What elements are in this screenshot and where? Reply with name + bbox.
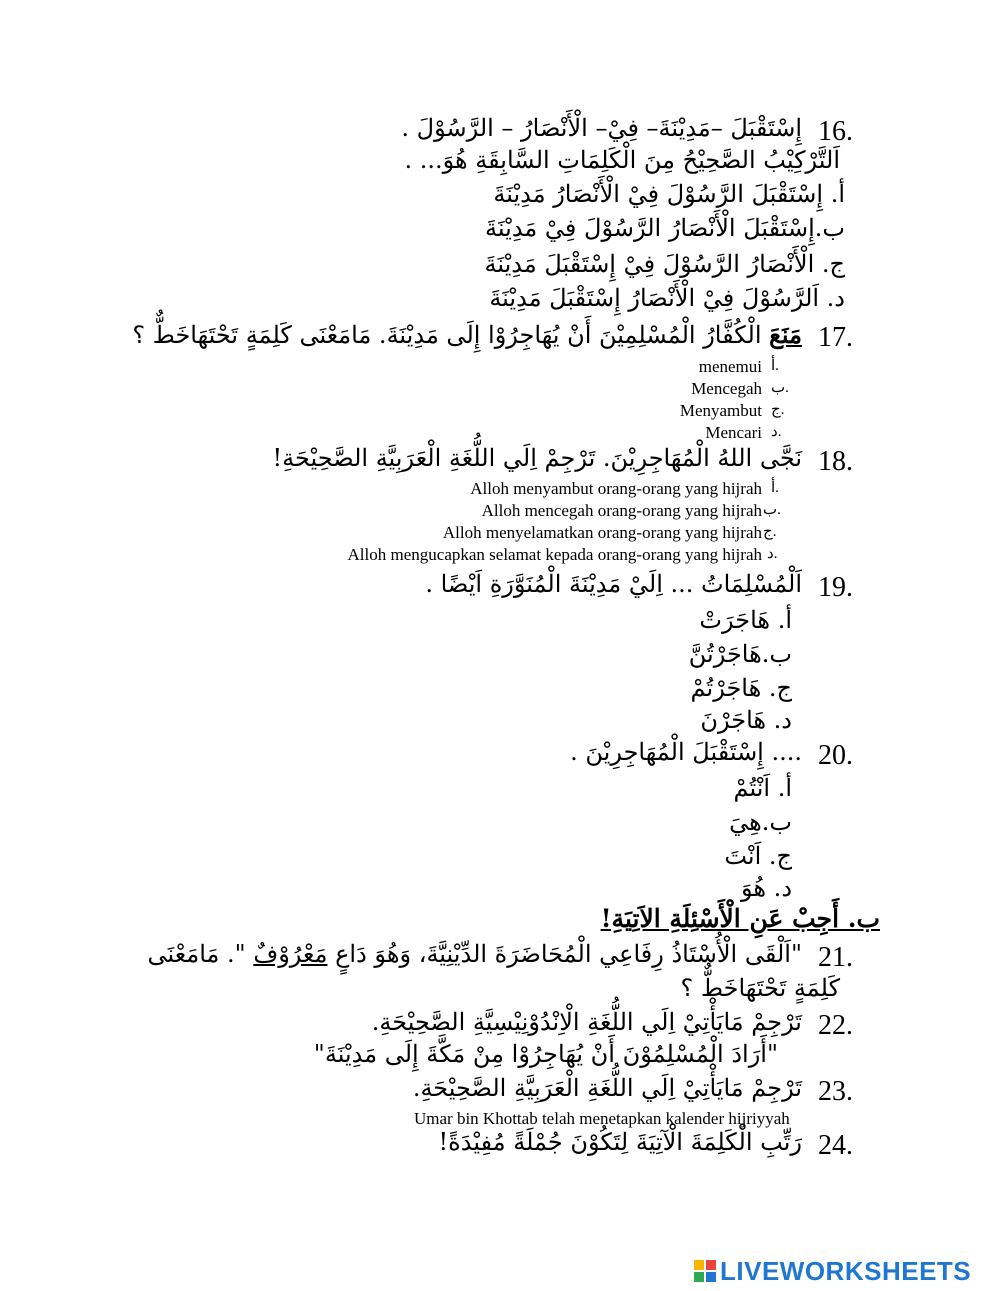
question-number: 17. [818,322,853,353]
option-d: د. اَلرَّسُوْلَ فِيْ الْأَنْصَارُ إِسْتَقْبَلَ مَدِيْنَةَ [489,284,845,312]
logo-wordmark: LIVEWORKSHEETS [720,1255,972,1286]
question-number: 21. [818,942,853,973]
option-d-text: Alloh mengucapkan selamat kepada orang-orang yang hijrah [347,545,762,564]
option-d-text: Mencari [705,423,762,442]
underlined-word: مَنَعَ [769,320,802,349]
option-c-letter: ج. [763,524,777,540]
question-number: 19. [818,572,853,603]
option-d: د. هُوَ [741,874,792,902]
question-number: 20. [818,740,853,771]
question-stem [132,320,802,349]
option-a-letter: أ. [771,358,779,374]
question-sentence: "أَرَادَ الْمُسْلِمُوْنَ أَنْ يُهَاجِرُوْا مِنْ مَكَّةَ إِلَى مَدِيْنَةَ" [313,1040,778,1068]
question-number: 22. [818,1010,853,1041]
option-a: أ. إِسْتَقْبَلَ الرَّسُوْلَ فِيْ الْأَنْصَارُ مَدِيْنَةَ [493,180,845,208]
question-number: 23. [818,1076,853,1107]
option-b: ب.إِسْتَقْبَلَ الْأَنْصَارُ الرَّسُوْلَ فِيْ مَدِيْنَةَ [485,214,845,242]
option-a-text: menemui [698,357,762,376]
logo-square [706,1272,716,1282]
option-c: ج. اَنْتَ [724,842,792,870]
option-a-text: Alloh menyambut orang-orang yang hijrah [470,479,762,498]
question-stem: نَجَّى اللهُ الْمُهَاجِرِيْنَ. تَرْجِمْ اِلَي اللُّغَةِ الْعَرَبِيَّةِ الصَّحِيْحَةِ! [272,444,802,472]
option-a: أ. هَاجَرَتْ [699,606,792,634]
option-c-letter: ج. [771,402,785,418]
question-stem: اَلْمُسْلِمَاتُ ... اِلَيْ مَدِيْنَةَ الْمُنَوَّرَةِ اَيْضًا . [425,570,802,598]
option-d-letter: د. [767,546,778,562]
question-stem-part: ". مَامَعْنَى [147,940,254,968]
liveworksheets-logo[interactable] [694,1256,971,1286]
question-number: 18. [818,446,853,477]
option-a: أ. اَنْتُمْ [733,774,792,802]
question-stem: رَتِّبِ الْكَلِمَةَ الْآتِيَةَ لِتَكُوْنَ جُمْلَةً مُفِيْدَةً! [438,1128,802,1156]
logo-square [706,1260,716,1270]
option-c-text: Menyambut [679,401,762,420]
logo-mark-icon [694,1260,716,1282]
option-b-letter: ب. [763,502,781,518]
option-a-letter: أ. [771,480,779,496]
question-stem: تَرْجِمْ مَايَأْتِيْ اِلَي اللُّغَةِ الْعَرَبِيَّةِ الصَّحِيْحَةِ. [412,1074,802,1102]
question-number: 24. [818,1130,853,1161]
option-c: ج. هَاجَرْتُمْ [690,674,792,702]
question-stem-line2: كَلِمَةٍ تَحْتَهَاخَطٌّ ؟ [680,974,840,1002]
question-stem-rest: الْكُفَّارُ الْمُسْلِمِيْنَ أَنْ يُهَاجِرُوْا إِلَى مَدِيْنَةَ. مَامَعْنَى كَلِمَةٍ تَحْتَهَاخَطٌّ ؟ [132,321,770,349]
section-heading: ب. أَجِبْ عَنِ الْأَسْئِلَةِ الاَتِيَةِ! [600,904,880,933]
underlined-word: مَعْرُوْفٌ [253,940,328,968]
option-d-letter: د. [771,424,782,440]
question-stem: .... إِسْتَقْبَلَ الْمُهَاجِرِيْنَ . [570,738,802,766]
question-stem: تَرْجِمْ مَايَأْتِيْ اِلَي اللُّغَةِ الْاِنْدُوْنِيْسِيَّةِ الصَّحِيْحَةِ. [371,1008,802,1036]
question-prompt: اَلتَّرْكِيْبُ الصَّحِيْحُ مِنَ الْكَلِمَاتِ السَّابِقَةِ هُوَ... . [404,146,840,174]
question-sentence: Umar bin Khottab telah menetapkan kalender hijriyyah [414,1109,790,1128]
option-b-letter: ب. [771,380,789,396]
option-b-text: Alloh mencegah orang-orang yang hijrah [481,501,762,520]
option-c-text: Alloh menyelamatkan orang-orang yang hijrah [442,523,762,542]
option-d: د. هَاجَرْنَ [700,706,792,734]
option-c: ج. الْأَنْصَارُ الرَّسُوْلَ فِيْ إِسْتَقْبَلَ مَدِيْنَةَ [484,250,845,278]
question-stem [148,940,802,968]
option-b-text: Mencegah [691,379,762,398]
question-number: 16. [818,116,853,147]
option-b: ب.هِيَ [729,808,792,836]
logo-square [694,1272,704,1282]
question-stem: إِسْتَقْبَلَ –مَدِيْنَةَ– فِيْ– الْأَنْصَارُ – الرَّسُوْلَ . [401,114,802,142]
logo-square [694,1260,704,1270]
option-b: ب.هَاجَرْتُنَّ [688,640,792,668]
question-stem-part: "اَلْقَى الْأُسْتَاذُ رِفَاعِي الْمُحَاضَرَةَ الدِّيْنِيَّةَ، وَهُوَ دَاعٍ [327,940,802,968]
